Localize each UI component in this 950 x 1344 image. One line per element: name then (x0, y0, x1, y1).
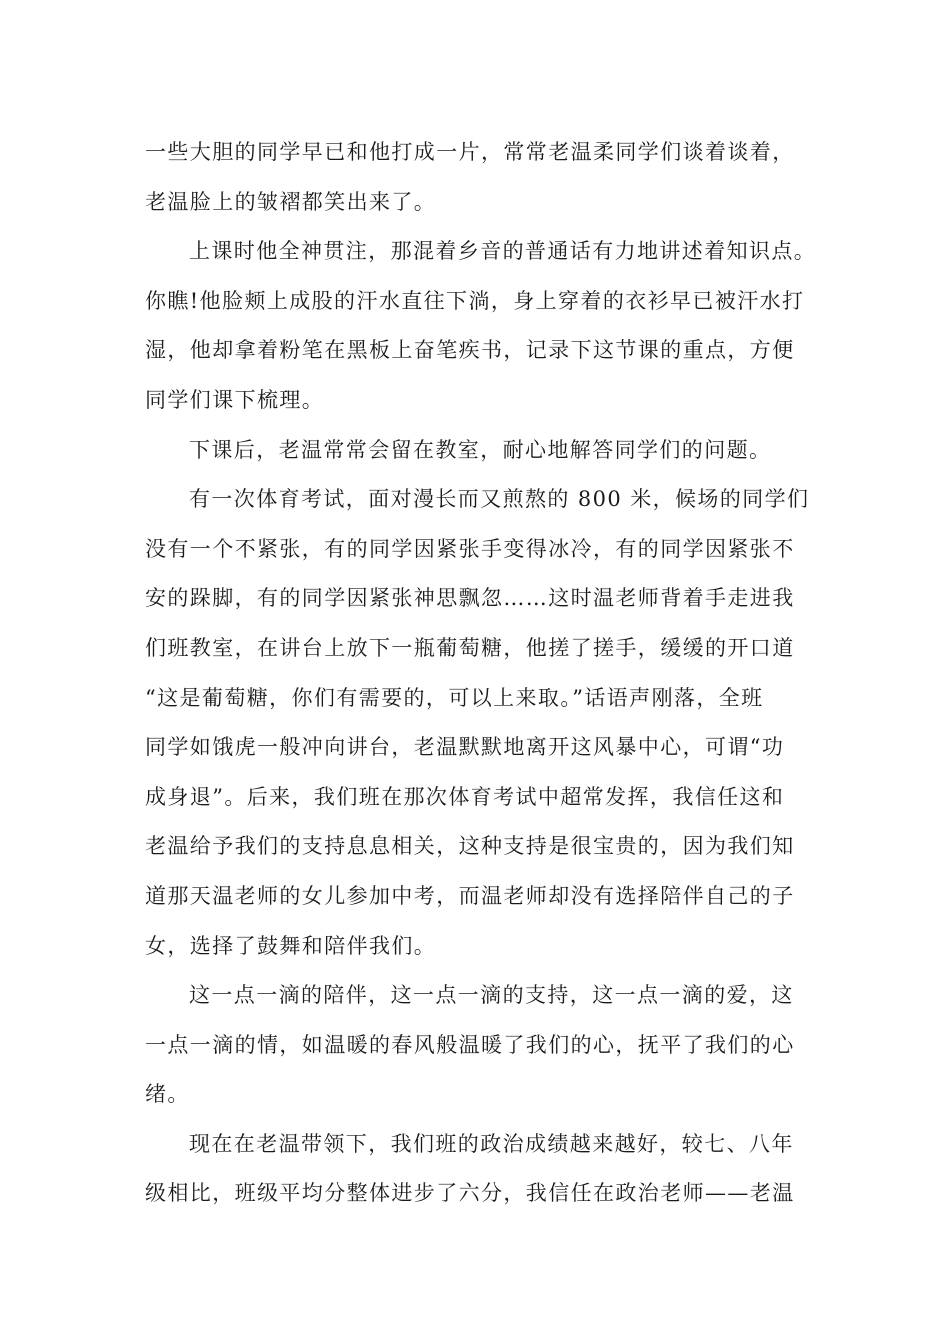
text-line: 下课后，老温常常会留在教室，耐心地解答同学们的问题。 (189, 437, 772, 462)
text-line: 这一点一滴的陪伴，这一点一滴的支持，这一点一滴的爱，这 (189, 983, 794, 1008)
text-line: 同学们课下梳理。 (145, 387, 325, 412)
document-body (145, 128, 817, 1219)
text-line: 同学如饿虎一般冲向讲台，老温默默地离开这风暴中心，可谓“功 (145, 735, 785, 760)
text-line: 道那天温老师的女儿参加中考，而温老师却没有选择陪伴自己的子 (145, 883, 795, 908)
text-line: 绪。 (145, 1082, 190, 1107)
paragraph-3 (145, 426, 810, 476)
paragraph-2 (145, 227, 817, 425)
text-line: 级相比，班级平均分整体进步了六分，我信任在政治老师——老温 (145, 1181, 795, 1206)
text-line: 成身退”。后来，我们班在那次体育考试中超常发挥，我信任这和 (145, 784, 785, 809)
text-line: 安的跺脚，有的同学因紧张神思飘忽……这时温老师背着手走进我 (145, 586, 795, 611)
text-line: 现在在老温带领下，我们班的政治成绩越来越好，较七、八年 (189, 1131, 794, 1156)
text-line: 一点一滴的情，如温暖的春风般温暖了我们的心，抚平了我们的心 (145, 1032, 795, 1057)
text-line: “这是葡萄糖，你们有需要的，可以上来取。”话语声刚落，全班 (145, 685, 764, 710)
text-line: 没有一个不紧张，有的同学因紧张手变得冰冷，有的同学因紧张不 (145, 536, 795, 561)
text-line: 女，选择了鼓舞和陪伴我们。 (145, 933, 437, 958)
paragraph-6 (145, 1120, 810, 1219)
text-line: 老温脸上的皱褶都笑出来了。 (145, 189, 437, 214)
paragraph-4 (145, 475, 810, 971)
text-line: 上课时他全神贯注，那混着乡音的普通话有力地讲述着知识点。 (189, 239, 817, 264)
text-line: 有一次体育考试，面对漫长而又煎熬的 800 米，候场的同学们 (189, 487, 810, 512)
paragraph-1 (145, 128, 810, 227)
text-line: 老温给予我们的支持息息相关，这种支持是很宝贵的，因为我们知 (145, 834, 795, 859)
paragraph-5 (145, 971, 810, 1120)
text-line: 湿，他却拿着粉笔在黑板上奋笔疾书，记录下这节课的重点，方便 (145, 338, 795, 363)
text-line: 你瞧!他脸颊上成股的汗水直往下淌，身上穿着的衣衫早已被汗水打 (145, 288, 805, 313)
text-line: 们班教室，在讲台上放下一瓶葡萄糖，他搓了搓手，缓缓的开口道 (145, 635, 795, 660)
text-line: 一些大胆的同学早已和他打成一片，常常老温柔同学们谈着谈着， (145, 140, 795, 164)
